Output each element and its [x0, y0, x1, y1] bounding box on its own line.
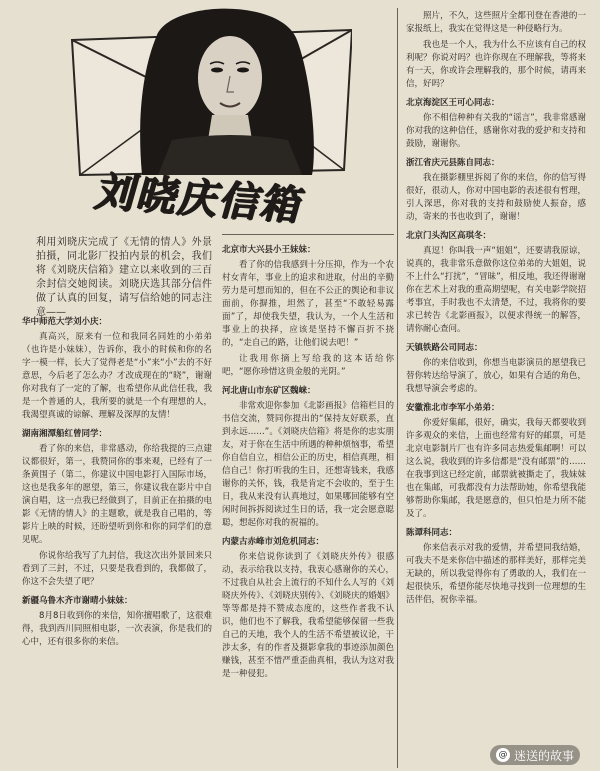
letter-reply: 你说你给我写了九封信，我这次出外景回来只看到了三封，不过，只要是我看到的，我都做了，你这不会失望了吧？	[22, 551, 212, 587]
letter-reply: 我在摄影棚里拆阅了你的来信，你的信写得很好，很动人，你对中国电影的表述很有哲理，引人深思，你对我的支持和鼓励使人振奋，感动，寄来的书也收到了，谢谢！	[406, 173, 586, 222]
letter-reply: 你来信表示对我的爱情，并希望同我结婚，可我夫不是来你信中描述的那样美好，那样完美无缺的，所以我觉得你有了勇敢的人，我们在一起很快乐，希望你能尽快地寻找到一位理想的生活伴侣，祝你幸福。	[406, 543, 586, 605]
letter-reply: 看了你的信我感到十分压抑，作为一个农村女青年，事业上的追求和进取，付出的辛勤劳力是可想而知的，但在不公正的舆论和非议面前，你摒推，坦然了，甚至“不敢轻易露面”了，却使我失望，我认为，一个人生活和事业上的抉择，应该是坚持不懈百折不挠的，“走自己的路，让他们说去吧！”	[222, 260, 394, 348]
letter-reply: 看了你的来信，非常感动，你给我提的三点建议都很好，第一，我赞同你的事来观，已经有了一条黄围子（第二，你建议中国电影打入国际市场，这也是我多年的愿望，第三，你建议我在影片中自演自唱，这一点我已经做到了，目前正在拍摄的电影《无情的情人》的主题歌，就是我自己唱的，等影片上映的时候，还盼望听到你和你的同学们的意见呢。	[22, 444, 212, 545]
letter-reply: 照片，不久，这些照片全都刊登在香港的一家报纸上，我实在觉得这是一种侵略行为。	[406, 11, 586, 34]
letter-heading: 陈谭科同志：	[406, 528, 458, 538]
letter-heading: 内蒙古赤峰市刘危机同志：	[222, 537, 325, 547]
page-title: 刘晓庆信箱	[90, 168, 311, 230]
letter-heading: 北京海淀区王可心同志：	[406, 98, 500, 108]
section-divider	[222, 234, 394, 235]
letter-heading: 河北唐山市东矿区魏崃：	[222, 386, 316, 396]
letter-heading: 湖南湘潭船红曾同学：	[22, 429, 108, 439]
letter-reply: 我也是一个人，我为什么不应该有自己的权利呢？你说对吗？也许你现在不理解我，等将来有一天，你或许会理解我的，那个时候，请再来信，好吗？	[406, 40, 586, 89]
letters-column-1	[22, 310, 212, 768]
letter-reply: 真高兴，原来有一位和我同名同姓的小弟弟（也许是小妹妹），告诉你，我小的时候和你的名字一模一样，长大了觉得老是“小”来“小”去的不好意思，今后老了怎么办？才改成现在的“晓”，谢谢你对我有了一定的了解，也希望你从此信任我，我是一个普通的人，我所要的就是一个有理想的人，我渴望真诚的谅解、理解及深厚的友情！	[22, 332, 212, 420]
letter-heading: 天镇铁路公司同志：	[406, 343, 483, 353]
envelope-portrait-illustration	[62, 0, 352, 180]
letter-reply: 让我用你摘上写给我的这本话给你吧，“愿你珍惜这贵金般的光阴。”	[222, 354, 394, 377]
letter-heading: 北京市大兴县小王妹妹：	[222, 245, 316, 255]
letter-heading: 华中师范大学刘小庆：	[22, 317, 108, 327]
letter-heading: 浙江省庆元县陈自同志：	[406, 158, 500, 168]
wechat-icon: @	[496, 748, 510, 762]
letter-reply: 8月8日收到你的来信，知你擅唱歌了，这很难得，我到西川同照相电影，一次表演，你是我们的心中，还有很多你的来信。	[22, 611, 212, 647]
letter-reply: 真逗！你叫我一声“姐姐”，还要请我原谅，说真的，我非常乐意做你这位弟弟的大姐姐，说不上什么“打扰”，“冒昧”，相反地，我还得谢谢你在艺术上对我的重高期望呢，有关电影学院招考事宜，手时我也不太清楚，不过，我将你的要求已转告《北影画报》，以便求得统一的解答，请你耐心查问。	[406, 246, 586, 334]
letter-reply: 你来信说你读到了《刘晓庆外传》很感动，表示给我以支持，我衷心感谢你的关心，不过我自从社会上流行的不知什么人写的《刘晓庆外传》、《刘晓庆别传》、《刘晓庆的婚姻》等等都是持不赞成态度的，这些作者我不认识，他们也不了解我，我希望能够保留一些我自己的天地，我个人的生活不希望被议论，干涉太多，有的作者及摄影拿我的事迹添加颜色赚钱，甚至不惜严重歪曲真相，我认为这对我是一种侵犯。	[222, 552, 394, 679]
letter-heading: 新疆乌鲁木齐市谢晴小妹妹：	[22, 596, 133, 606]
letter-heading: 安徽淮北市李军小弟弟：	[406, 403, 500, 413]
letter-reply: 你爱好集邮，很好，确实，我每天都要收到许多观众的来信，上面也经常有好的邮票，可是北京电影制片厂也有许多同志热爱集邮啊！可以这么说，我收到的许多信都是“没有邮票”的……在我事到这已经定前，邮票就被撕走了，我妹妹也在集邮，可我都没有力法帮助她，你希望我能够帮助你集邮，我是愿意的，但只怕是力所不能及了。	[406, 418, 586, 519]
letter-reply: 你的来信收到，你想当电影演员的愿望我已替你转达给导演了，放心，如果有合适的角色，我想导演会考虑的。	[406, 358, 586, 394]
watermark	[490, 745, 580, 765]
watermark-text: 迷送的故事	[513, 748, 574, 763]
letter-reply: 非常欢迎你参加《北影画报》信箱栏目的书信交流，赞同你提出的“保持友好联系，直到永远……”。《刘晓庆信箱》将是你的忠实朋友，对于你在生活中所遇的种种烦恼事，希望你自信自立，相信公正的历史，相信真理，相信自己！你打听我的生日，还想寄钱来，我感谢你的关怀，钱，我是肯定不会收的，至于生日，我从来没有认真地过，如果哪回能够有空闲时间拆拆阅读过生日的话，我一定会愿意聪聪，想起你对我的祝福的。	[222, 401, 394, 528]
letters-column-2	[222, 238, 394, 771]
intro-paragraph: 利用刘晓庆完成了《无情的情人》外景拍摄，同北影厂投拍内景的机会，我们将《刘晓庆信箱》建立以来收到的三百余封信交她阅读。刘晓庆选其部分信件做了认真的回复，请写信给她的同志注意——	[36, 237, 212, 318]
letters-column-3	[406, 10, 586, 768]
letter-reply: 你不相信种种有关我的“谣言”，我非常感谢你对我的这种信任，感谢你对我的爱护和支持和鼓励，谢谢你。	[406, 113, 586, 149]
letter-heading: 北京门头沟区高琪冬：	[406, 231, 492, 241]
column-divider	[397, 8, 398, 768]
